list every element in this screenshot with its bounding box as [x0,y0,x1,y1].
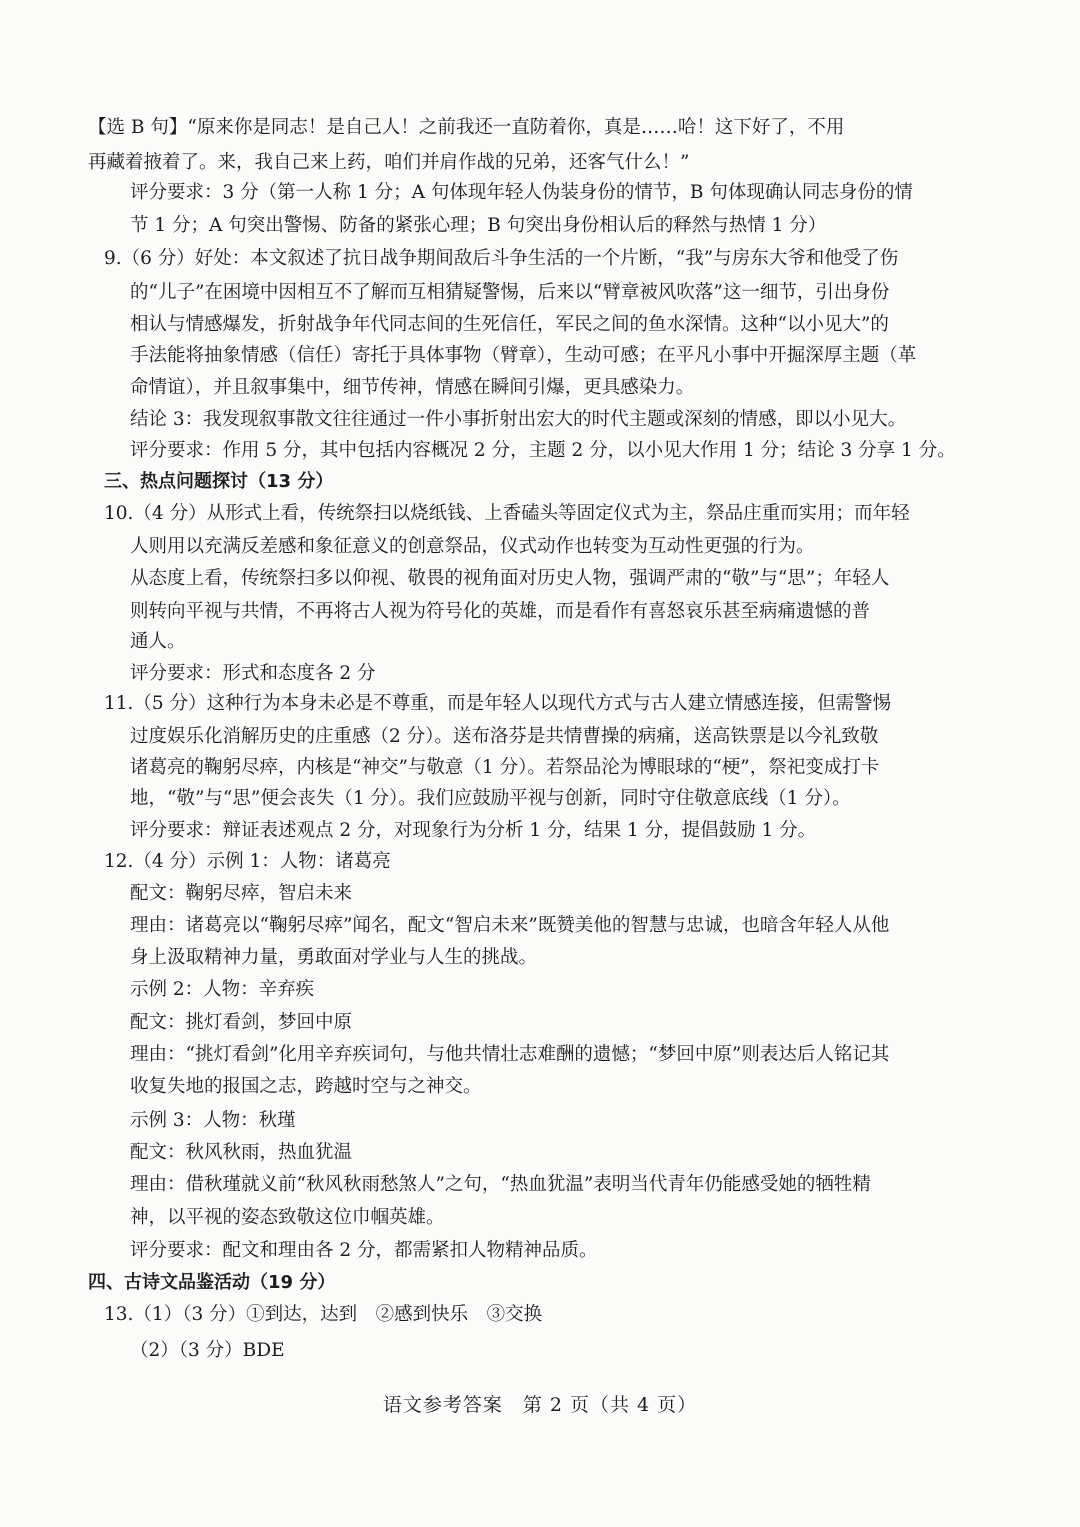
section-heading: 三、热点问题探讨（13 分） [104,471,334,492]
text-line: 从态度上看，传统祭扫多以仰视、敬畏的视角面对历史人物，强调严肃的“敬”与“思”；年轻人 [130,568,890,589]
text-line: 评分要求：配文和理由各 2 分，都需紧扣人物精神品质。 [130,1240,598,1261]
text-line: 过度娱乐化消解历史的庄重感（2 分）。送布洛芬是共情曹操的病痛，送高铁票是以今礼致敬 [130,726,879,747]
text-line: 配文：挑灯看剑，梦回中原 [130,1012,353,1033]
text-line: 节 1 分；A 句突出警惕、防备的紧张心理；B 句突出身份相认后的释然与热情 1 分） [130,215,827,236]
text-line: 示例 2：人物：辛弃疾 [130,979,315,1000]
text-line: 评分要求：作用 5 分，其中包括内容概况 2 分，主题 2 分，以小见大作用 1 分；结论 3 分享 1 分。 [130,440,956,461]
text-line: 【选 B 句】“原来你是同志！是自己人！之前我还一直防着你，真是……哈！这下好了，不用 [88,117,845,138]
text-line: 再藏着掖着了。来，我自己来上药，咱们并肩作战的兄弟，还客气什么！” [88,152,690,173]
text-line: 相认与情感爆发，折射战争年代同志间的生死信任，军民之间的鱼水深情。这种“以小见大”的 [130,314,889,335]
text-line: 评分要求：辩证表述观点 2 分，对现象行为分析 1 分，结果 1 分，提倡鼓励 1 分。 [130,820,817,841]
text-line: 示例 3：人物：秋瑾 [130,1110,296,1131]
text-line: 人则用以充满反差感和象征意义的创意祭品，仪式动作也转变为互动性更强的行为。 [130,536,815,557]
text-line: 理由：诸葛亮以“鞠躬尽瘁”闻名，配文“智启未来”既赞美他的智慧与忠诚，也暗含年轻人从他 [130,915,890,936]
text-line: 身上汲取精神力量，勇敢面对学业与人生的挑战。 [130,947,538,968]
section-heading: 四、古诗文品鉴活动（19 分） [88,1272,336,1293]
text-line: 的“儿子”在困境中因相互不了解而互相猜疑警惕，后来以“臂章被风吹落”这一细节，引出身份 [130,282,890,303]
text-line: 理由：“挑灯看剑”化用辛弃疾词句，与他共情壮志难酬的遗憾；“梦回中原”则表达后人铭记其 [130,1044,890,1065]
text-line: 收复失地的报国之志，跨越时空与之神交。 [130,1076,482,1097]
text-line: 通人。 [130,631,186,652]
text-line: 12.（4 分）示例 1：人物：诸葛亮 [104,851,391,872]
text-line: 地，“敬”与“思”便会丧失（1 分）。我们应鼓励平视与创新，同时守住敬意底线（1 分）。 [130,788,851,809]
text-line: 结论 3：我发现叙事散文往往通过一件小事折射出宏大的时代主题或深刻的情感，即以小见大。 [130,409,907,430]
text-line: 理由：借秋瑾就义前“秋风秋雨愁煞人”之句，“热血犹温”表明当代青年仍能感受她的牺牲精 [130,1174,871,1195]
text-line: 配文：鞠躬尽瘁，智启未来 [130,883,353,904]
text-line: 则转向平视与共情，不再将古人视为符号化的英雄，而是看作有喜怒哀乐甚至病痛遗憾的普 [130,601,871,622]
text-line: 配文：秋风秋雨，热血犹温 [130,1142,353,1163]
text-line: 11.（5 分）这种行为本身未必是不尊重，而是年轻人以现代方式与古人建立情感连接，但需警惕 [104,693,892,714]
text-line: 9.（6 分）好处：本文叙述了抗日战争期间敌后斗争生活的一个片断，“我”与房东大爷和他受了伤 [104,248,899,269]
text-line: 命情谊），并且叙事集中，细节传神，情感在瞬间引爆，更具感染力。 [130,377,695,398]
text-line: （2）（3 分）BDE [130,1340,285,1361]
text-line: 13.（1）（3 分）①到达，达到 ②感到快乐 ③交换 [104,1304,543,1325]
page-footer: 语文参考答案 第 2 页（共 4 页） [382,1394,698,1416]
text-line: 神，以平视的姿态致敬这位巾帼英雄。 [130,1207,445,1228]
text-line: 手法能将抽象情感（信任）寄托于具体事物（臂章），生动可感；在平凡小事中开掘深厚主题（革 [130,345,917,366]
text-line: 诸葛亮的鞠躬尽瘁，内核是“神交”与敬意（1 分）。若祭品沦为博眼球的“梗”，祭祀变成打卡 [130,757,880,778]
text-line: 评分要求：形式和态度各 2 分 [130,663,376,684]
text-line: 10.（4 分）从形式上看，传统祭扫以烧纸钱、上香磕头等固定仪式为主，祭品庄重而实用；而年轻 [104,503,910,524]
text-line: 评分要求：3 分（第一人称 1 分；A 句体现年轻人伪装身份的情节，B 句体现确认同志身份的情 [130,182,913,203]
